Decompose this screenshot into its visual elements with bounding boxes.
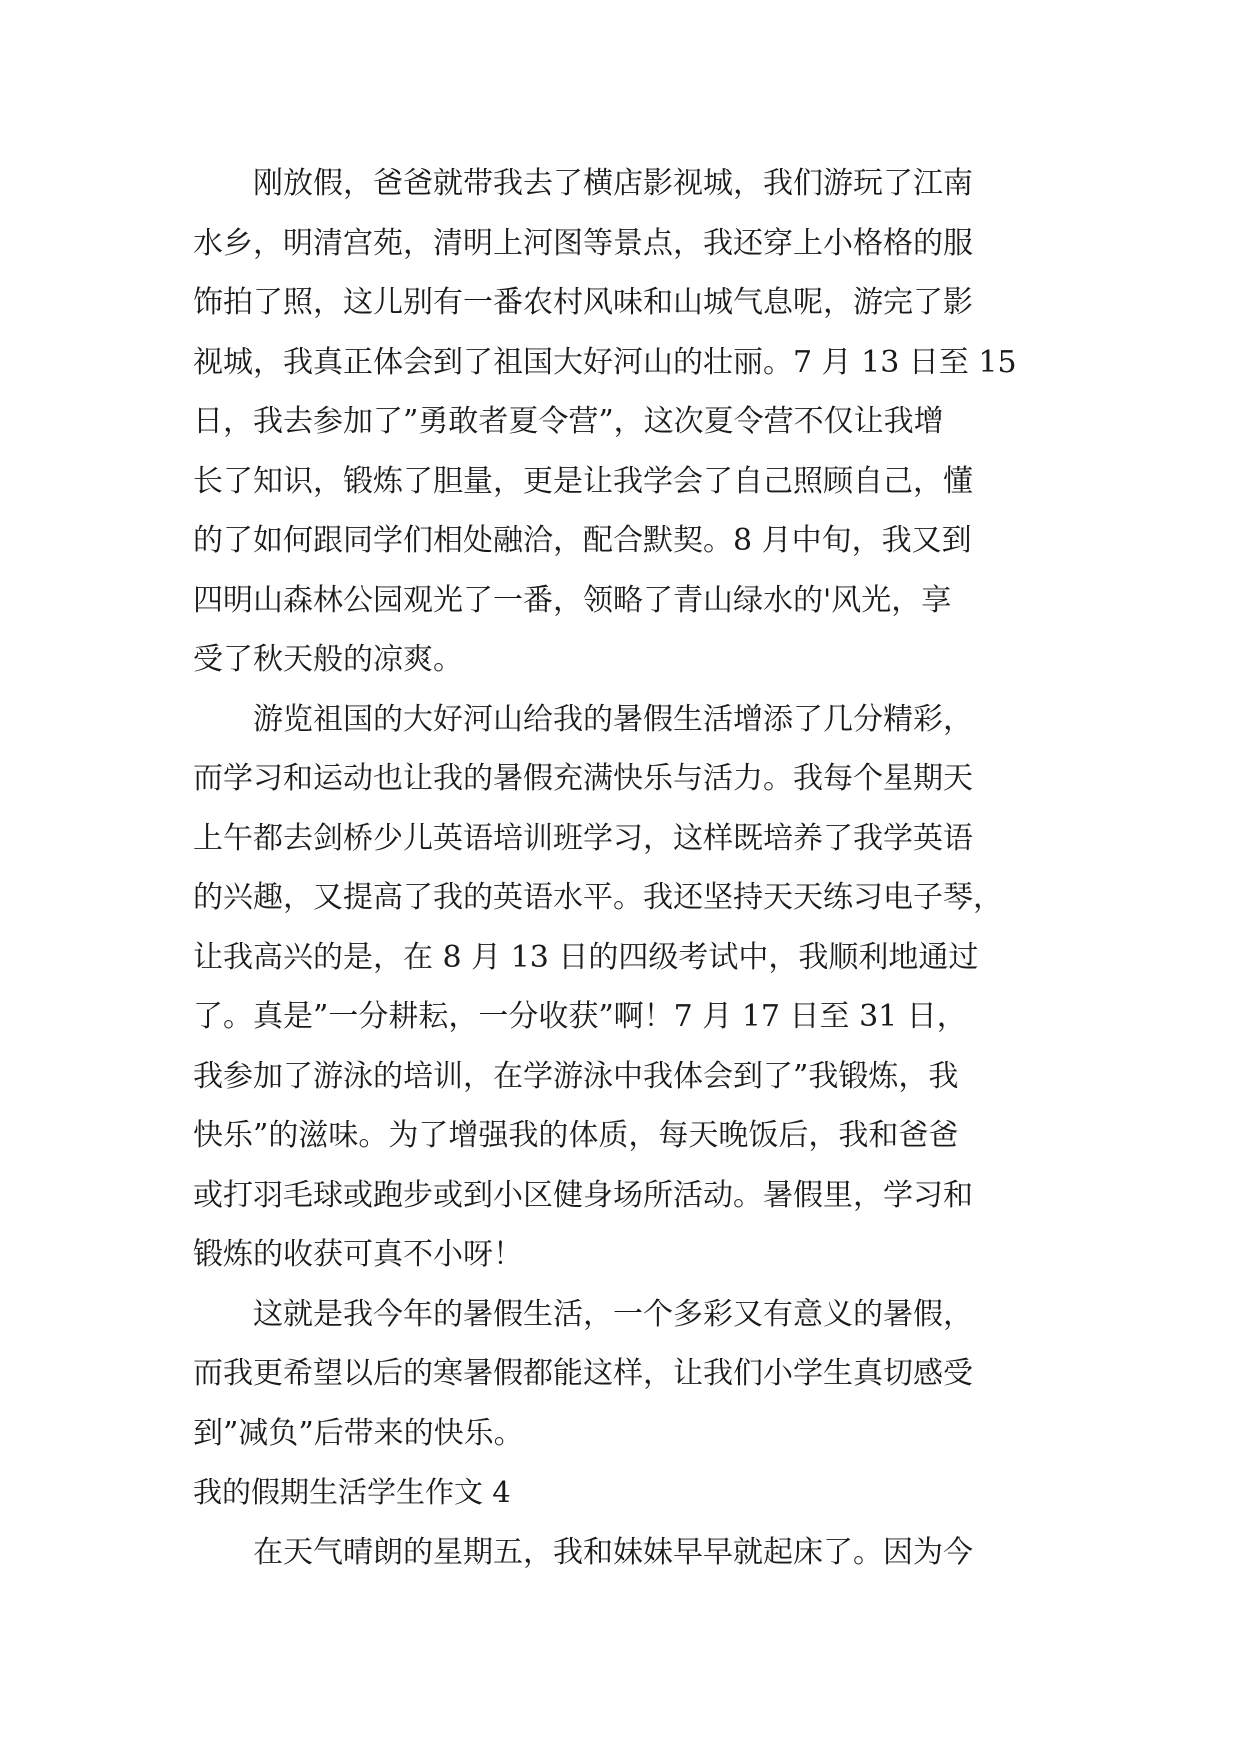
text-line: 受了秋天般的凉爽。: [193, 642, 463, 677]
text-line: 而我更希望以后的寒暑假都能这样，让我们小学生真切感受: [193, 1356, 973, 1391]
text-line: 而学习和运动也让我的暑假充满快乐与活力。我每个星期天: [193, 761, 973, 796]
text-line: 让我高兴的是，在 8 月 13 日的四级考试中，我顺利地通过: [193, 939, 979, 975]
text-line: 四明山森林公园观光了一番，领略了青山绿水的'风光，享: [193, 582, 952, 618]
text-line: 上午都去剑桥少儿英语培训班学习，这样既培养了我学英语: [193, 820, 973, 856]
text-line: 我参加了游泳的培训，在学游泳中我体会到了”我锻炼，我: [193, 1058, 959, 1094]
text-line: 了。真是”一分耕耘，一分收获”啊！7 月 17 日至 31 日，: [193, 999, 967, 1034]
text-line: 视城，我真正体会到了祖国大好河山的壮丽。7 月 13 日至 15: [193, 344, 1017, 380]
text-line: 水乡，明清宫苑，清明上河图等景点，我还穿上小格格的服: [193, 225, 973, 261]
paragraph-2: [193, 690, 1063, 1285]
text-line: 饰拍了照，这儿别有一番农村风味和山城气息呢，游完了影: [193, 285, 973, 320]
paragraph-1: [193, 154, 1063, 690]
paragraph-3: [193, 1285, 1063, 1464]
text-line: 在天气晴朗的星期五，我和妹妹早早就起床了。因为今: [193, 1534, 973, 1570]
document-body: [193, 154, 1063, 1582]
paragraph-4: [193, 1523, 1063, 1583]
text-line: 的兴趣，又提高了我的英语水平。我还坚持天天练习电子琴，: [193, 880, 1003, 915]
text-line: 刚放假，爸爸就带我去了横店影视城，我们游玩了江南: [193, 166, 973, 201]
text-line: 锻炼的收获可真不小呀！: [193, 1237, 523, 1272]
text-line: 日，我去参加了”勇敢者夏令营”，这次夏令营不仅让我增: [193, 404, 944, 439]
text-line: 长了知识，锻炼了胆量，更是让我学会了自己照顾自己，懂: [193, 463, 973, 499]
text-line: 快乐”的滋味。为了增强我的体质，每天晚饭后，我和爸爸: [193, 1118, 959, 1153]
text-line: 游览祖国的大好河山给我的暑假生活增添了几分精彩，: [193, 701, 973, 737]
text-line: 到”减负”后带来的快乐。: [193, 1415, 524, 1451]
text-line: 的了如何跟同学们相处融洽，配合默契。8 月中旬，我又到: [193, 523, 972, 558]
text-line: 这就是我今年的暑假生活，一个多彩又有意义的暑假，: [193, 1296, 973, 1332]
text-line: 或打羽毛球或跑步或到小区健身场所活动。暑假里，学习和: [193, 1177, 973, 1213]
section-heading: 我的假期生活学生作文 4: [193, 1475, 511, 1509]
